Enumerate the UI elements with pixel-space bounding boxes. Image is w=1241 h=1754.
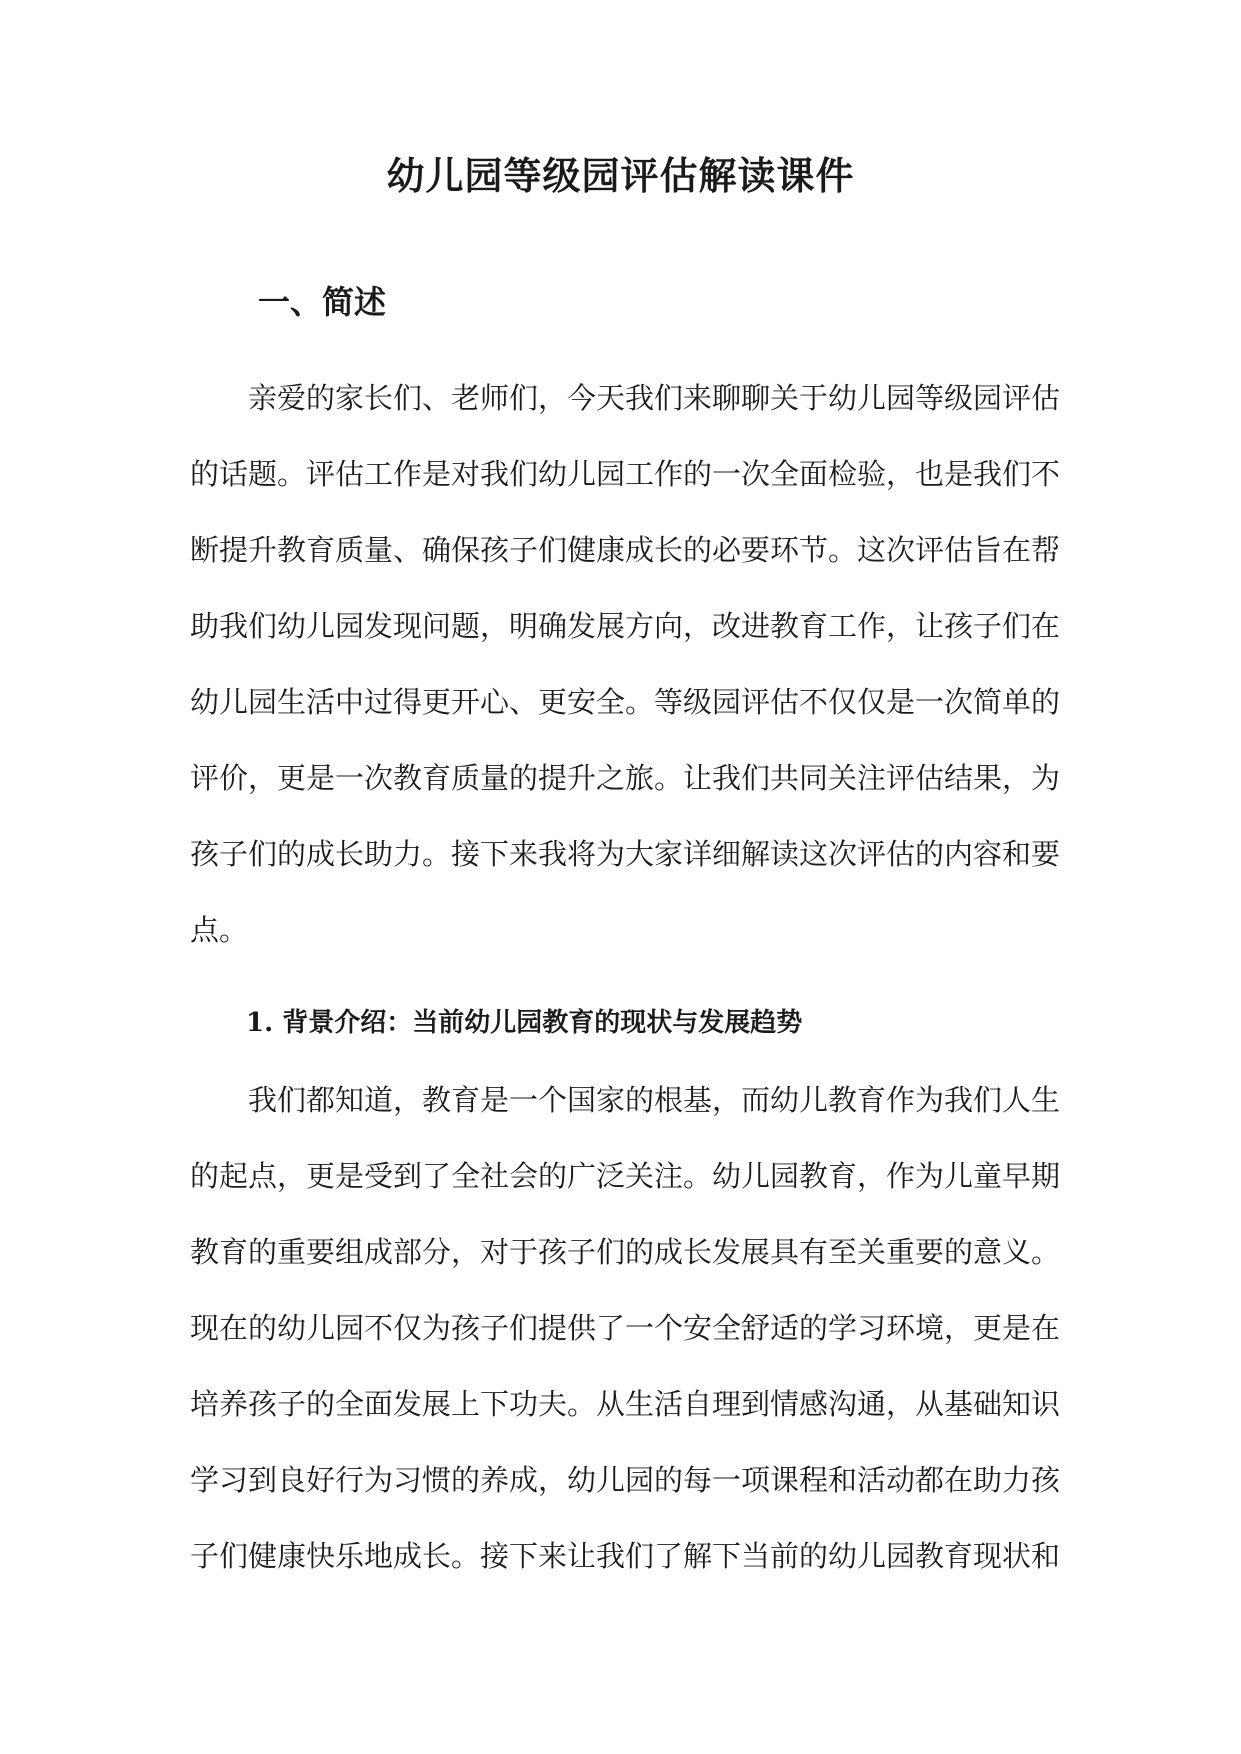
paragraph-line: 评价，更是一次教育质量的提升之旅。让我们共同关注评估结果，为	[190, 761, 1061, 795]
paragraph-line: 点。	[190, 913, 249, 947]
overview-paragraph	[190, 360, 1061, 968]
paragraph-line: 培养孩子的全面发展上下功夫。从生活自理到情感沟通，从基础知识	[190, 1387, 1061, 1421]
subsection-heading-background: 1. 背景介绍：当前幼儿园教育的现状与发展趋势	[246, 1008, 803, 1038]
paragraph-line: 孩子们的成长助力。接下来我将为大家详细解读这次评估的内容和要	[190, 837, 1061, 871]
paragraph-line: 的话题。评估工作是对我们幼儿园工作的一次全面检验，也是我们不	[190, 457, 1061, 491]
paragraph-line: 的起点，更是受到了全社会的广泛关注。幼儿园教育，作为儿童早期	[190, 1159, 1061, 1193]
paragraph-line: 幼儿园生活中过得更开心、更安全。等级园评估不仅仅是一次简单的	[190, 685, 1061, 719]
background-paragraph	[190, 1062, 1061, 1594]
paragraph-line: 亲爱的家长们、老师们，今天我们来聊聊关于幼儿园等级园评估	[248, 381, 1061, 415]
paragraph-line: 现在的幼儿园不仅为孩子们提供了一个安全舒适的学习环境，更是在	[190, 1311, 1061, 1345]
paragraph-line: 教育的重要组成部分，对于孩子们的成长发展具有至关重要的意义。	[190, 1235, 1061, 1269]
paragraph-line: 学习到良好行为习惯的养成，幼儿园的每一项课程和活动都在助力孩	[190, 1463, 1061, 1497]
paragraph-line: 断提升教育质量、确保孩子们健康成长的必要环节。这次评估旨在帮	[190, 533, 1061, 567]
paragraph-line: 子们健康快乐地成长。接下来让我们了解下当前的幼儿园教育现状和	[190, 1539, 1061, 1573]
paragraph-line: 助我们幼儿园发现问题，明确发展方向，改进教育工作，让孩子们在	[190, 609, 1061, 643]
document-title: 幼儿园等级园评估解读课件	[386, 153, 855, 198]
section-heading-overview: 一、简述	[258, 283, 387, 321]
paragraph-line: 我们都知道，教育是一个国家的根基，而幼儿教育作为我们人生	[248, 1083, 1061, 1117]
